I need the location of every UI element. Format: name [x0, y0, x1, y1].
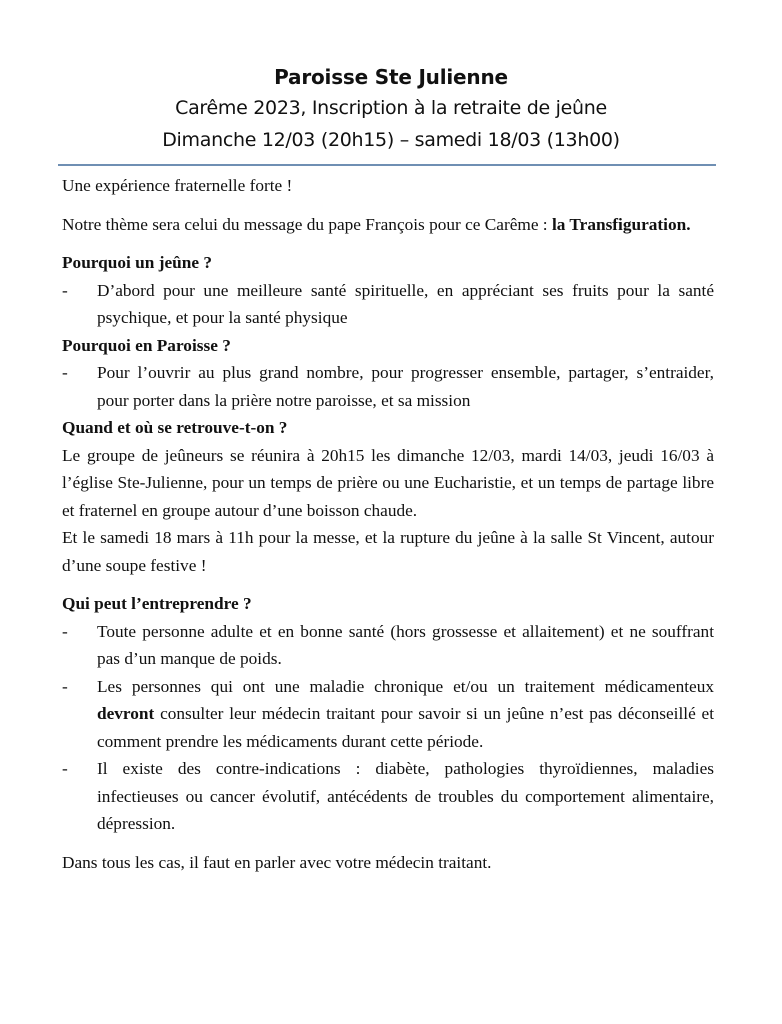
list-item: - Toute personne adulte et en bonne santé (hors grossesse et allaitement) et ne souffrant pas d’un manque de poids. — [62, 618, 714, 673]
retreat-subtitle: Carême 2023, Inscription à la retraite de jeûne — [175, 97, 607, 119]
heading-pourquoi-paroisse: Pourquoi en Paroisse ? — [62, 335, 231, 355]
list-item: - D’abord pour une meilleure santé spirituelle, en appréciant ses fruits pour la santé psychique, et pour la santé physique — [62, 277, 714, 332]
header-divider — [58, 164, 716, 166]
parish-title: Paroisse Ste Julienne — [274, 65, 508, 89]
list-item: - Il existe des contre-indications : diabète, pathologies thyroïdiennes, maladies infectieuses ou cancer évolutif, antécédents de troubles du comportement alimentaire, dépression. — [62, 755, 714, 838]
bullet-dash: - — [62, 280, 68, 300]
quand-paragraph-2: Et le samedi 18 mars à 11h pour la messe, et la rupture du jeûne à la salle St Vincent, autour d’une soupe festive ! — [62, 528, 714, 575]
quand-paragraph-1: Le groupe de jeûneurs se réunira à 20h15 les dimanche 12/03, mardi 14/03, jeudi 16/03 à l’église Ste-Julienne, pour un temps de prière ou une Eucharistie, et un temps de partage libre et fraternel en groupe autour d’une boisson chaude. — [62, 445, 714, 520]
retreat-dates: Dimanche 12/03 (20h15) – samedi 18/03 (13h00) — [162, 129, 620, 151]
document-body — [62, 172, 714, 876]
heading-pourquoi-jeune: Pourquoi un jeûne ? — [62, 253, 212, 272]
bullet-dash: - — [62, 621, 68, 641]
theme-text: Notre thème sera celui du message du pape François pour ce Carême : — [62, 214, 548, 234]
theme-bold: la Transfiguration. — [551, 214, 691, 234]
theme-paragraph — [62, 211, 714, 239]
intro-text: Une expérience fraternelle forte ! — [62, 176, 293, 195]
list-item: - Pour l’ouvrir au plus grand nombre, pour progresser ensemble, partager, s’entraider, pour porter dans la prière notre paroisse, et sa mission — [62, 359, 714, 414]
heading-qui: Qui peut l’entreprendre ? — [62, 594, 252, 613]
bullet-dash: - — [62, 759, 68, 778]
document-header — [0, 62, 782, 156]
conclusion-text: Dans tous les cas, il faut en parler avec votre médecin traitant. — [62, 852, 492, 872]
heading-quand: Quand et où se retrouve-t-on ? — [62, 418, 288, 437]
bullet-dash: - — [62, 363, 68, 382]
bullet-dash: - — [62, 676, 68, 696]
list-item: - Les personnes qui ont une maladie chronique et/ou un traitement médicamenteux devront consulter leur médecin traitant pour savoir si un jeûne n’est pas déconseillé et comment prendre les médicaments durant cette période. — [62, 673, 714, 756]
